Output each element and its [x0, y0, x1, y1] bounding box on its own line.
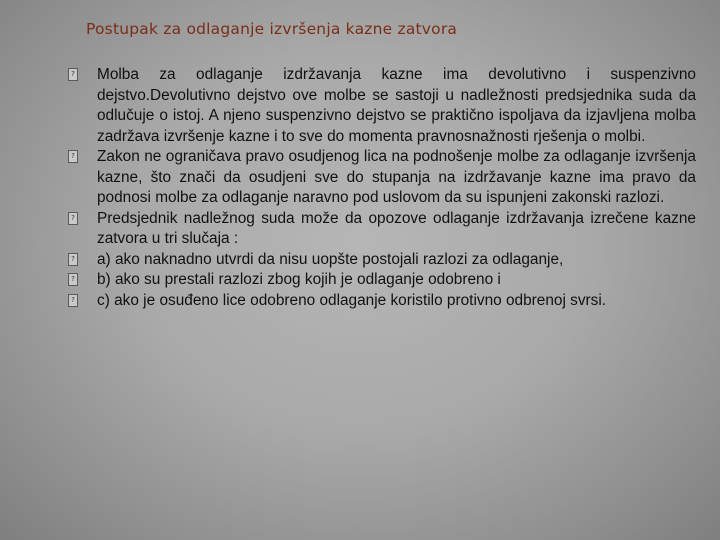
- bullet-text: Molba za odlaganje izdržavanja kazne ima devolutivno i suspenzivno dejstvo.Devolutivno dejstvo ove molbe se sastoji u nadležnosti predsjednika suda da odlučuje o istoj. A njeno suspenzivno dejstvo se praktično ispoljava da izjavljena molba zadržava izvršenje kazne i to sve do momenta pravnosnažnosti rješenja o molbi.: [97, 66, 696, 145]
- bullet-item: [68, 270, 696, 291]
- bullet-item: [68, 209, 696, 250]
- bullet-item: [68, 250, 696, 271]
- missing-glyph-box-icon: ?: [68, 212, 78, 225]
- missing-glyph-box-icon: ?: [68, 294, 78, 307]
- bullet-text: Zakon ne ograničava pravo osudjenog lica na podnošenje molbe za odlaganje izvršenja kazne, što znači da osudjeni sve do stupanja na izdržavanje kazne ima pravo da podnosi molbe za odlaganje naravno pod uslovom da su ispunjeni zakonski razlozi.: [97, 148, 696, 206]
- bullet-text: a) ako naknadno utvrdi da nisu uopšte postojali razlozi za odlaganje,: [97, 250, 564, 268]
- bullet-item: [68, 291, 696, 312]
- missing-glyph-box-icon: ?: [68, 273, 78, 286]
- bullet-text: Predsjednik nadležnog suda može da opozove odlaganje izdržavanja izrečene kazne zatvora u tri slučaja :: [97, 209, 696, 247]
- missing-glyph-box-icon: ?: [68, 68, 78, 81]
- bullet-list: [68, 65, 696, 311]
- bullet-text: c) ako je osuđeno lice odobreno odlaganje koristilo protivno odbrenoj svrsi.: [97, 291, 607, 309]
- bullet-text: b) ako su prestali razlozi zbog kojih je odlaganje odobreno i: [97, 271, 501, 288]
- missing-glyph-box-icon: ?: [68, 150, 78, 163]
- bullet-item: [68, 65, 696, 147]
- missing-glyph-box-icon: ?: [68, 253, 78, 266]
- bullet-item: [68, 147, 696, 209]
- slide-title: Postupak za odlaganje izvršenja kazne zatvora: [86, 20, 458, 38]
